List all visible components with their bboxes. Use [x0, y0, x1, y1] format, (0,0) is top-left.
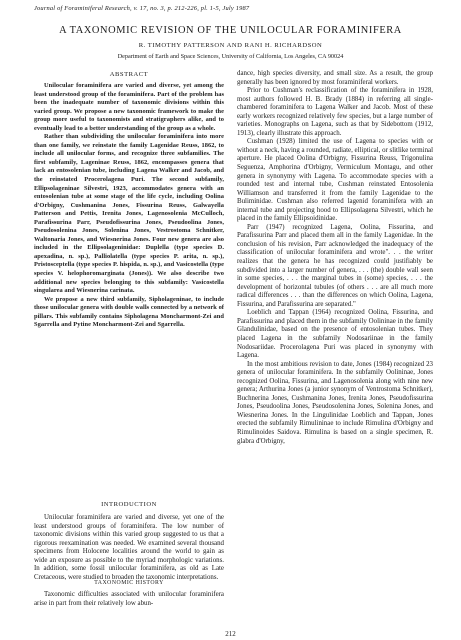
abstract-heading: ABSTRACT [109, 71, 149, 78]
body-paragraph: Cushman (1928) limited the use of Lagena to species with or without a neck, having a rounded, radiate, elliptical, or slitlike terminal aperture. He placed Oolina d'Orbigny, Fissurina Reuss, Trigonulina Seguenza, Amphorina d'Orbigny, Vermiculum Montagu, and other genera in synonymy with Lagena. To accommodate species with a rounded test and internal tube, Cushman reinstated Entosolenia Williamson and transferred it from the family Lagenidae to the Buliminidae. Cushman also referred lagenid foraminifera with an internal tube and projecting hood to Ellipsolagena Silvestri, which he placed in the family Ellipsoidinidae. [237, 138, 433, 223]
author-line: R. TIMOTHY PATTERSON AND RANI H. RICHARDSON [138, 42, 323, 49]
intro-body [34, 514, 224, 582]
intro-heading: INTRODUCTION [101, 501, 157, 508]
page-number: 212 [225, 630, 236, 638]
body-paragraph: dance, high species diversity, and small size. As a result, the group generally has been ignored by most foraminiferal workers. [237, 70, 433, 86]
abstract-paragraph: Unilocular foraminifera are varied and diverse, yet among the least understood group of the foraminifera. Part of the problem has been the inadequate number of taxonomic divisions within this varied group. We propose a new taxonomic framework to make the group more useful to taxonomists and stratigraphers alike, and to eventually lead to a better understanding of the group as a whole. [34, 82, 224, 132]
intro-paragraph: Unilocular foraminifera are varied and diverse, yet one of the least understood groups of foraminifera. The low number of taxonomic divisions within this varied group suggested to us that a rigorous reexamination was needed. We examined several thousand specimens from Holocene localities around the world to gain as wide an exposure as possible to the myriad morphologic variations. In addition, some fossil unilocular foraminifera, as old as Late Cretaceous, were studied to broaden the taxonomic interpretations. [34, 514, 224, 581]
body-paragraph: Loeblich and Tappan (1964) recognized Oolina, Fissurina, and Parafissurina and placed them in the subfamily Oolininae in the family Glandulinidae, based on the presence of entosolenian tubes. They placed Lagena in the subfamily Nodosariinae in the family Nodosariidae. Procerolagena Puri was placed in synonymy with Lagena. [237, 309, 433, 360]
abstract-block [34, 82, 224, 330]
right-column-body [237, 70, 433, 446]
taxonomic-history-body [34, 591, 224, 608]
abstract-paragraph: Rather than subdividing the unilocular foraminifera into more than one family, we reinstate the family Lagenidae Reuss, 1862, to include all unilocular forms, and recognize three subfamilies. The first subfamily, Lageninae Reuss, 1862, encompasses genera that lack an entosolenian tube, including Lagena Walker and Jacob, and the reinstated Procerolagena Puri. The second subfamily, Ellipsolageninae Silvestri, 1923, accommodates genera with an entosolenian tube at some stage of the life cycle, including Oolina d'Orbigny, Cushmanina Jones, Fissurina Reuss, Galwayella Patterson and Pettis, Irenita Jones, Lagenosolenia McCulloch, Parafissurina Parr, Pseudofissurina Jones, Pseudoolina Jones, Pseudosolenina Jones, Solenina Jones, Vestrostoma Schnitker, Waltonaria Jones, and Wiesnerina Jones. Four new genera are also included in the Ellipsolageninidae: Duplella (type species D. apexadina, n. sp.), Palliolatella (type species P. arita, n. sp.), Pristosceptella (type species P. hispida, n. sp.), and Vasicostella (type species V. helophoromarginata (Jones)). We also describe two additional new species belonging to this subfamily: Vasicostella singularea and Wiesnerina carinata. [34, 133, 224, 295]
running-head: Journal of Foraminiferal Research, v. 17, no. 3, p. 212-226, pl. 1-5, July 1987 [34, 5, 250, 12]
body-paragraph: Parr (1947) recognized Lagena, Oolina, Fissurina, and Parafissurina Parr and placed them all in the family Lagenidae. In the conclusion of his revision, Parr acknowledged the inadequacy of the classification of unilocular foraminifera and wrote". . . the writer realizes that the genera he has recognized could justifiably be subdivided into a larger number of genera, . . . (the) double wall seen in some species, . . . the marginal tubes in (some) species, . . . the development of horizontal tubules (of others . . . are all much more radical differences . . . than the differences on which Oolina, Lagena, Fissurina, and Parafissurina are separated." [237, 223, 433, 308]
taxonomic-history-heading: TAXONOMIC HISTORY [94, 580, 164, 586]
abstract-paragraph: We propose a new third subfamily, Sipholageninae, to include those unilocular genera with double walls connected by a network of pillars. This subfamily contains Sipholagena Moncharmont-Zei and Sgarrella and Pytine Moncharmont-Zei and Sgarrella. [34, 295, 224, 329]
article-title: A TAXONOMIC REVISION OF THE UNILOCULAR FORAMINIFERA [59, 25, 402, 36]
body-paragraph: Prior to Cushman's reclassification of the foraminifera in 1928, most authors followed H. B. Brady (1884) in referring all single-chambered foraminifera to Lagena Walker and Jacob. Most of these early workers recognized relatively few species, but a large number of varieties. Monographs on Lagena, such as that by Sidebottom (1912, 1913), clearly illustrate this approach. [237, 87, 433, 137]
taxonomic-history-paragraph: Taxonomic difficulties associated with unilocular foraminifera arise in part from their relatively low abun- [34, 591, 224, 607]
affiliation-line: Department of Earth and Space Sciences, University of California, Los Angeles, CA 90024 [117, 53, 344, 60]
body-paragraph: In the most ambitious revision to date, Jones (1984) recognized 23 genera of unilocular foraminifera. In the subfamily Oolininae, Jones recognized Oolina, Fissurina, and Lagenosolenia along with nine new genera; Arthurina Jones (a junior synonym of Ventrostoma Schnitker), Buchnerina Jones, Cushmanina Jones, Irenita Jones, Pseudofissurina Jones, Pseudoolina Jones, Pseudosolenina Jones, Solenina Jones, and Wiesnerina Jones. In the Lingulinidae Loeblich and Tappan, Jones erected the subfamily Rimulininae to include Rimulina d'Orbigny and Rimulinoides Saidova. Rimulina is based on a single specimen, R. glabra d'Orbigny, [237, 360, 433, 445]
